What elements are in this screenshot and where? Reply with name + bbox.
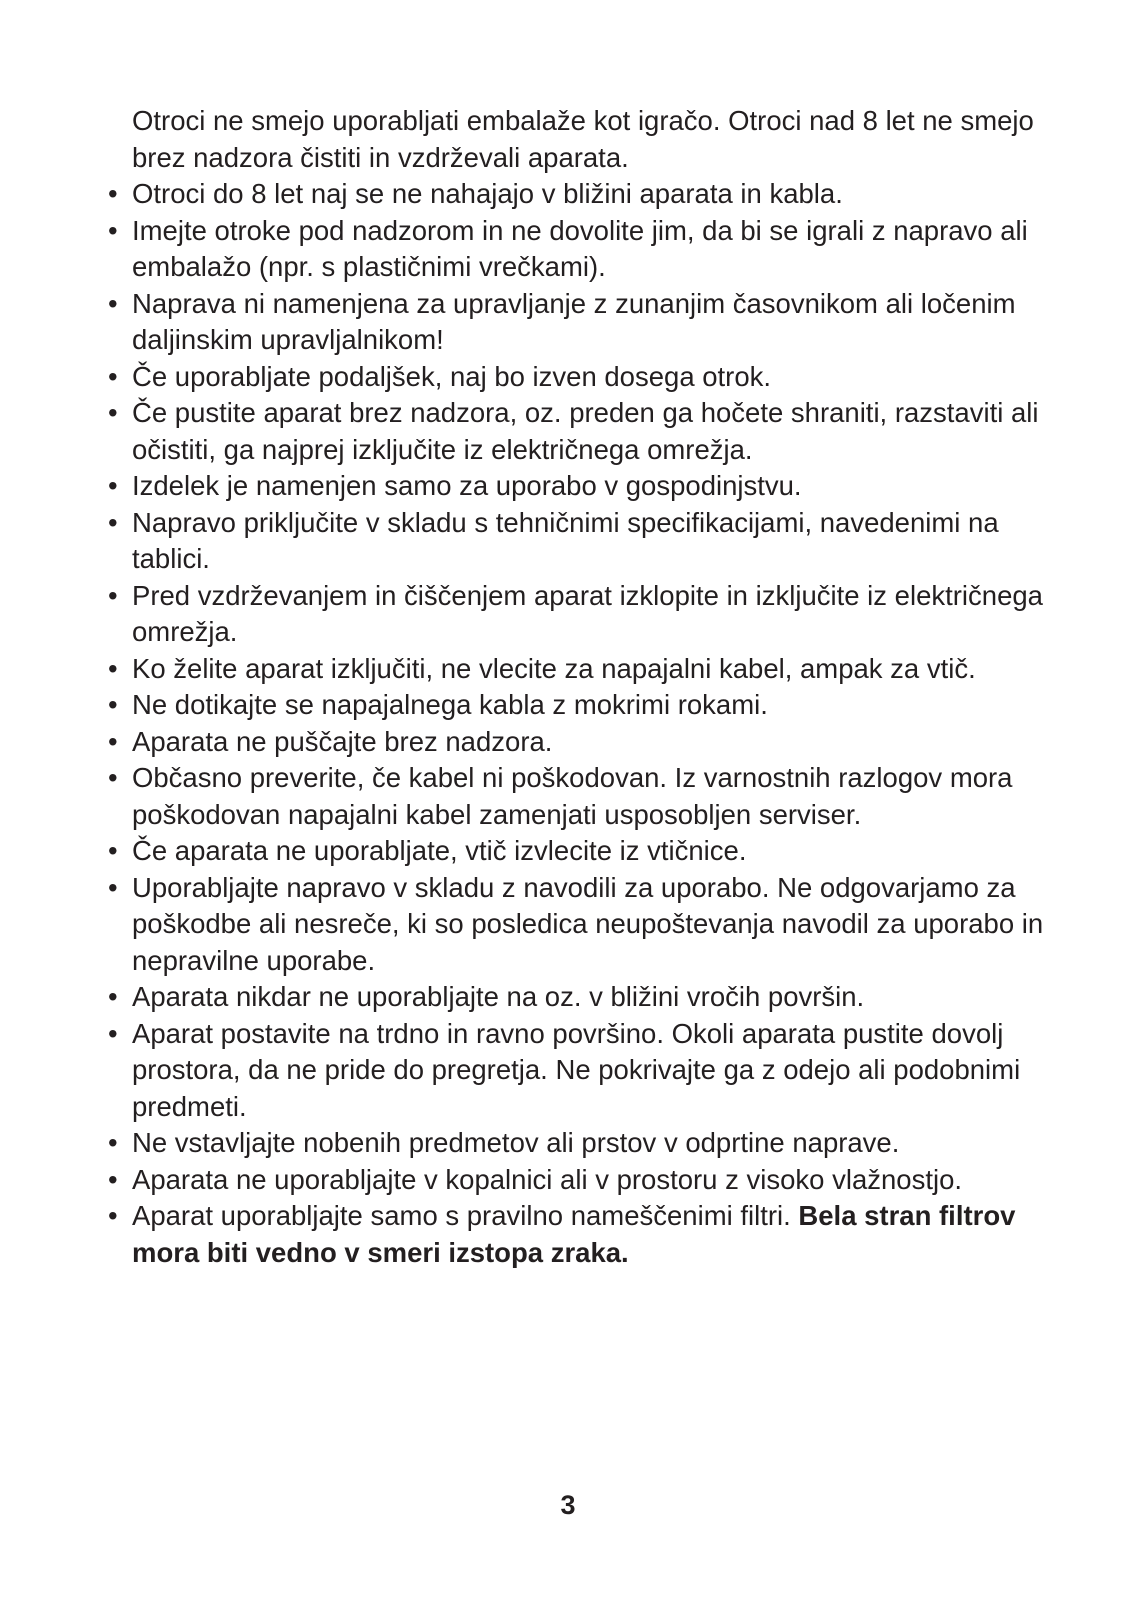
- bullet-icon: •: [108, 397, 118, 428]
- bullet-icon: •: [108, 652, 118, 684]
- list-item: [108, 359, 1068, 396]
- list-item-text: Če uporabljate podaljšek, naj bo izven dosega otrok.: [132, 360, 772, 392]
- bullet-icon: •: [108, 360, 118, 392]
- bullet-icon: •: [108, 287, 118, 319]
- list-item-text: Aparata ne puščajte brez nadzora.: [132, 725, 553, 757]
- list-item: [108, 1016, 1068, 1126]
- list-item-text: Ko želite aparat izključiti, ne vlecite za napajalni kabel, ampak za vtič.: [132, 652, 976, 684]
- list-item: [108, 395, 1068, 468]
- list-item-text: Otroci do 8 let naj se ne nahajajo v bližini aparata in kabla.: [132, 178, 843, 209]
- bullet-icon: •: [108, 871, 118, 903]
- intro-paragraph: Otroci ne smejo uporabljati embalaže kot igračo. Otroci nad 8 let ne smejo brez nadzora čistiti in vzdrževali aparata.: [132, 105, 1034, 173]
- list-item: [108, 870, 1068, 980]
- list-item: [108, 286, 1068, 359]
- list-item-text: Pred vzdrževanjem in čiščenjem aparat izklopite in izključite iz električnega omrežja.: [132, 579, 1043, 647]
- list-item: [108, 687, 1068, 724]
- bullet-icon: •: [108, 214, 118, 246]
- list-item: [108, 979, 1068, 1016]
- list-item-text: Aparat postavite na trdno in ravno površino. Okoli aparata pustite dovolj prostora, da ne pride do pregretja. Ne pokrivajte ga z odejo ali podobnimi predmeti.: [132, 1017, 1021, 1122]
- page-number: 3: [560, 1490, 576, 1520]
- bullet-icon: •: [108, 506, 118, 538]
- list-item-text: Ne dotikajte se napajalnega kabla z mokrimi rokami.: [132, 689, 768, 720]
- list-item-text: Izdelek je namenjen samo za uporabo v gospodinjstvu.: [132, 470, 802, 501]
- bullet-icon: •: [108, 835, 118, 866]
- list-item: [108, 724, 1068, 761]
- list-item-text: Občasno preverite, če kabel ni poškodovan. Iz varnostnih razlogov mora poškodovan napajalni kabel zamenjati usposobljen serviser.: [132, 762, 1013, 830]
- safety-list: [108, 176, 1068, 1271]
- list-item: [108, 760, 1068, 833]
- list-item-text: Napravo priključite v skladu s tehničnimi specifikacijami, navedenimi na tablici.: [132, 506, 999, 574]
- bullet-icon: •: [108, 725, 118, 757]
- filter-warning-bold-text: Bela stran filtrov mora biti vedno v smeri izstopa zraka.: [132, 1200, 1016, 1268]
- bullet-icon: •: [108, 1200, 118, 1231]
- list-item-text: Aparat uporabljajte samo s pravilno nameščenimi filtri.: [132, 1200, 799, 1231]
- list-item-text: Uporabljajte napravo v skladu z navodili za uporabo. Ne odgovarjamo za poškodbe ali nesreče, ki so posledica neupoštevanja navodil za uporabo in nepravilne uporabe.: [132, 871, 1044, 976]
- bullet-icon: •: [108, 981, 118, 1012]
- bullet-icon: •: [108, 178, 118, 209]
- list-item-text: Imejte otroke pod nadzorom in ne dovolite jim, da bi se igrali z napravo ali embalažo (npr. s plastičnimi vrečkami).: [132, 214, 1028, 282]
- list-item-text: Če aparata ne uporabljate, vtič izvlecite iz vtičnice.: [132, 835, 747, 866]
- list-item: [108, 651, 1068, 688]
- bullet-icon: •: [108, 579, 118, 611]
- list-item-text: Aparata nikdar ne uporabljajte na oz. v bližini vročih površin.: [132, 981, 865, 1012]
- list-item: [108, 833, 1068, 870]
- bullet-icon: •: [108, 689, 118, 720]
- bullet-icon: •: [108, 1017, 118, 1049]
- bullet-icon: •: [108, 470, 118, 501]
- list-item: [108, 1162, 1068, 1199]
- bullet-icon: •: [108, 762, 118, 793]
- list-item-text: Ne vstavljajte nobenih predmetov ali prstov v odprtine naprave.: [132, 1127, 900, 1158]
- list-item: [108, 213, 1068, 286]
- list-item-filters: [108, 1198, 1068, 1271]
- bullet-icon: •: [108, 1127, 118, 1158]
- list-item-text: Če pustite aparat brez nadzora, oz. preden ga hočete shraniti, razstaviti ali očistiti, ga najprej izključite iz električnega omrežja.: [132, 397, 1039, 465]
- bullet-icon: •: [108, 1163, 118, 1195]
- list-item: [108, 176, 1068, 213]
- safety-instructions: [108, 103, 1068, 1271]
- list-item: [108, 468, 1068, 505]
- list-item-text: Naprava ni namenjena za upravljanje z zunanjim časovnikom ali ločenim daljinskim upravljalnikom!: [132, 287, 1016, 355]
- list-item: [108, 578, 1068, 651]
- list-item: [108, 505, 1068, 578]
- list-item: [108, 1125, 1068, 1162]
- list-item-text: Aparata ne uporabljajte v kopalnici ali v prostoru z visoko vlažnostjo.: [132, 1163, 963, 1195]
